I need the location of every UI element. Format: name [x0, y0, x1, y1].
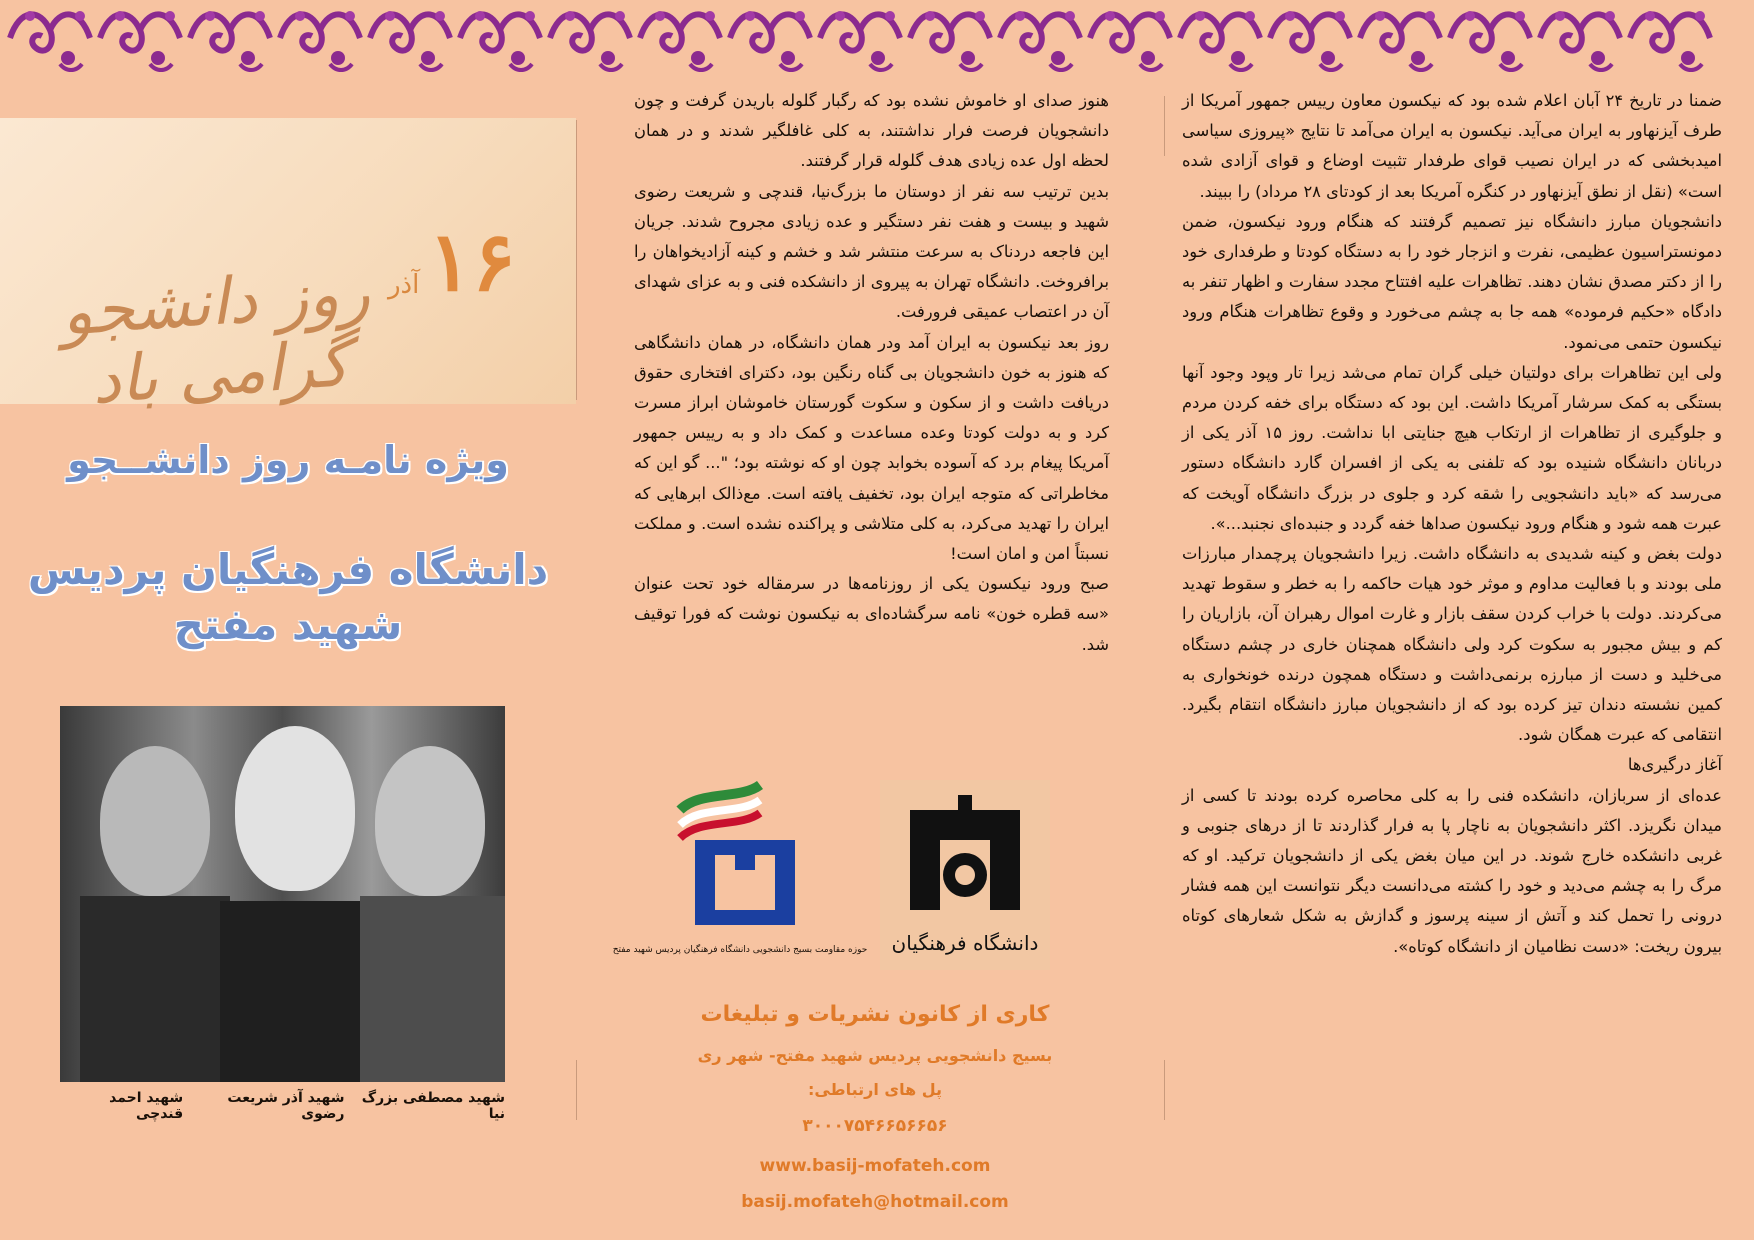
paragraph: دولت بغض و کینه شدیدی به دانشگاه داشت. زیرا دانشجویان پرچمدار مبارزات ملی بودند و با فعالیت مداوم و موثر خود هیات حاکمه را به خطر و سقوط تهدید می‌کردند. دولت با خراب کردن سقف بازار و غارت اموال رهبران آن، بازاریان را کم و بیش مجبور به سکوت کرد ولی دانشگاه همچنان خاری در چشم دستگاه می‌خلید و دست از مبارزه برنمی‌داشت و دستگاه همچون درنده خونخواری به کمین نشسته دندان تیز کرده بود که از دانشجویان مبارز دانشگاه انتقام بگیرد. انتقامی که عبرت همگان شود.	[1182, 544, 1722, 745]
paragraph: هنوز صدای او خاموش نشده بود که رگبار گلوله باریدن گرفت و چون دانشجویان فرصت فرار نداشتند، به کلی غافلگیر شدند و در همان لحظه اول عده زیادی هدف گلوله قرار گرفتند.	[634, 91, 1109, 171]
caption-left: شهید مصطفی بزرگ نیا	[361, 1090, 505, 1122]
credit-organization: بسیج دانشجویی پردیس شهید مفتح- شهر ری	[697, 1046, 1053, 1065]
contact-email-link[interactable]: basij.mofateh@hotmail.com	[741, 1192, 1009, 1212]
portrait-center	[235, 726, 355, 891]
martyrs-photo	[60, 706, 505, 1082]
contact-phone[interactable]: ۳۰۰۰۷۵۴۶۶۵۶۶۵۶	[802, 1116, 948, 1136]
divider-left	[576, 120, 577, 400]
ornament-banner	[0, 0, 1754, 76]
photo-captions	[60, 1090, 505, 1122]
paragraph: بدین ترتیب سه نفر از دوستان ما بزرگ‌نیا، قندچی و شریعت رضوی شهید و بیست و هفت نفر دستگیر و عده زیادی مجروح شدند. جریان این فاجعه دردناک به سرعت منتشر شد و خشم و کینه آزادیخواهان را برافروخت. دانشگاه تهران به پیروی از دانشکده فنی و به عزای شهدای آن در اعتصاب عمیقی فرورفت.	[634, 181, 1109, 322]
caption-center: شهید آذر شریعت رضوی	[227, 1090, 345, 1122]
paragraph: ولی این تظاهرات برای دولتیان خیلی گران تمام می‌شد زیرا تار وپود وجود آنها بستگی به کمک سرشار آمریکا داشت. این بود که دستگاه برای خفه کردن مردم و جلوگیری از تظاهرات از ارتکاب هیچ جنایتی ابا نداشت. روز ۱۵ آذر یکی از دربانان دانشگاه شنیده بود که تلفنی به یکی از افسران گارد دانشگاه دستور می‌رسد که «باید دانشجویی را شقه کرد و جلوی در بزرگ دانشگاه آویخت که عبرت همه شود و هنگام ورود نیکسون صداها خفه گردد و جنبده‌ای نجنبد...».	[1182, 362, 1722, 533]
basij-logo-caption: حوزه مقاومت بسیج دانشجویی دانشگاه فرهنگیان پردیس شهید مفتح	[612, 945, 868, 955]
portrait-right	[375, 746, 485, 896]
paragraph: دانشجویان مبارز دانشگاه نیز تصمیم گرفتند که هنگام ورود نیکسون، ضمن دمونستراسیون عظیمی، نفرت و انزجار خود را به دستگاه کودتا و طرفداری خود را از دکتر مصدق نشان دهند. تظاهرات علیه افتتاح مجدد سفارت و اظهار تنفر به دادگاه «حکیم فرموده» همه جا به چشم می‌خورد و وقوع تظاهرات هنگام ورود نیکسون حتمی می‌نمود.	[1182, 211, 1722, 352]
paragraph: عده‌ای از سربازان، دانشکده فنی را به کلی محاصره کرده بودند تا کسی از میدان نگریزد. اکثر دانشجویان به ناچار پا به فرار گذاردند تا از درهای جنوبی و غربی دانشکده خارج شوند. در این میان بغض یکی از دانشجویان ترکید. او که مرگ را به چشم می‌دید و خود را کشته می‌دانست دیگر نتوانست این همه فشار درونی را تحمل کند و آتش از سینه پرسوز و گدازش به شکل شعارهای کوتاه بیرون ریخت: «دست نظامیان از دانشگاه کوتاه».	[1182, 785, 1722, 956]
hero-date-number: ۱۶	[428, 214, 517, 310]
contact-website-link[interactable]: www.basij-mofateh.com	[759, 1156, 991, 1176]
newsletter-title: ویژه نامـه روز دانشــجو	[67, 438, 509, 482]
divider-right-lower	[1164, 1060, 1165, 1120]
article-column-middle	[634, 86, 1109, 660]
hero-image	[0, 118, 576, 420]
paragraph: ضمنا در تاریخ ۲۴ آبان اعلام شده بود که نیکسون معاون رییس جمهور آمریکا از طرف آیزنهاور به ایران می‌آید. نیکسون به ایران می‌آمد تا نتایج «پیروزی سیاسی امیدبخشی که در ایران نصیب قوای طرفدار تثبیت اوضاع و قوای آزادی شده است» (نقل از نطق آیزنهاور در کنگره آمریکا بعد از کودتای ۲۸ مرداد) را ببیند.	[1182, 91, 1722, 201]
university-name: دانشگاه فرهنگیان پردیس	[27, 545, 549, 594]
article-column-right	[1182, 86, 1722, 962]
divider-right	[1164, 96, 1165, 156]
farhangian-logo-caption: دانشگاه فرهنگیان	[891, 931, 1039, 955]
basij-logo	[612, 780, 868, 960]
hero-calligraphy: روز دانشجو گرامی باد	[59, 255, 373, 420]
campus-name: شهید مفتح	[173, 600, 403, 649]
hero-month: آذر	[388, 270, 420, 300]
credit-title: کاری از کانون نشریات و تبلیغات	[700, 1002, 1050, 1027]
divider-left-lower	[576, 1060, 577, 1120]
paragraph: روز بعد نیکسون به ایران آمد ودر همان دانشگاه، در همان دانشگاهی که هنوز به خون دانشجویان بی گناه رنگین بود، دکترای افتخاری حقوق دریافت داشت و از سکون و سکوت گورستان خاموشان ابراز مسرت کرد و به دولت کودتا وعده مساعدت و کمک داد و به رییس جمهور آمریکا پیغام برد که آسوده بخوابد چون او که نوشته بود؛ "... گو این که مخاطراتی که متوجه ایران بود، تخفیف یافته است. مع‌ذالک ابرهایی که ایران را تهدید می‌کرد، به کلی متلاشی و پراکنده نشده است. و مملکت نسبتاً امن و امان است!	[634, 332, 1109, 564]
suit-left	[80, 896, 230, 1082]
suit-right	[360, 896, 505, 1082]
contact-heading: پل های ارتباطی:	[807, 1080, 943, 1099]
farhangian-logo	[880, 780, 1050, 970]
paragraph: صبح ورود نیکسون یکی از روزنامه‌ها در سرمقاله خود تحت عنوان «سه قطره خون» نامه سرگشاده‌ای به نیکسون نوشت که فورا توقیف شد.	[634, 574, 1109, 654]
suit-center	[220, 901, 370, 1082]
portrait-left	[100, 746, 210, 896]
section-heading: آغاز درگیری‌ها	[1627, 755, 1722, 775]
caption-right: شهید احمد قندچی	[109, 1090, 184, 1122]
